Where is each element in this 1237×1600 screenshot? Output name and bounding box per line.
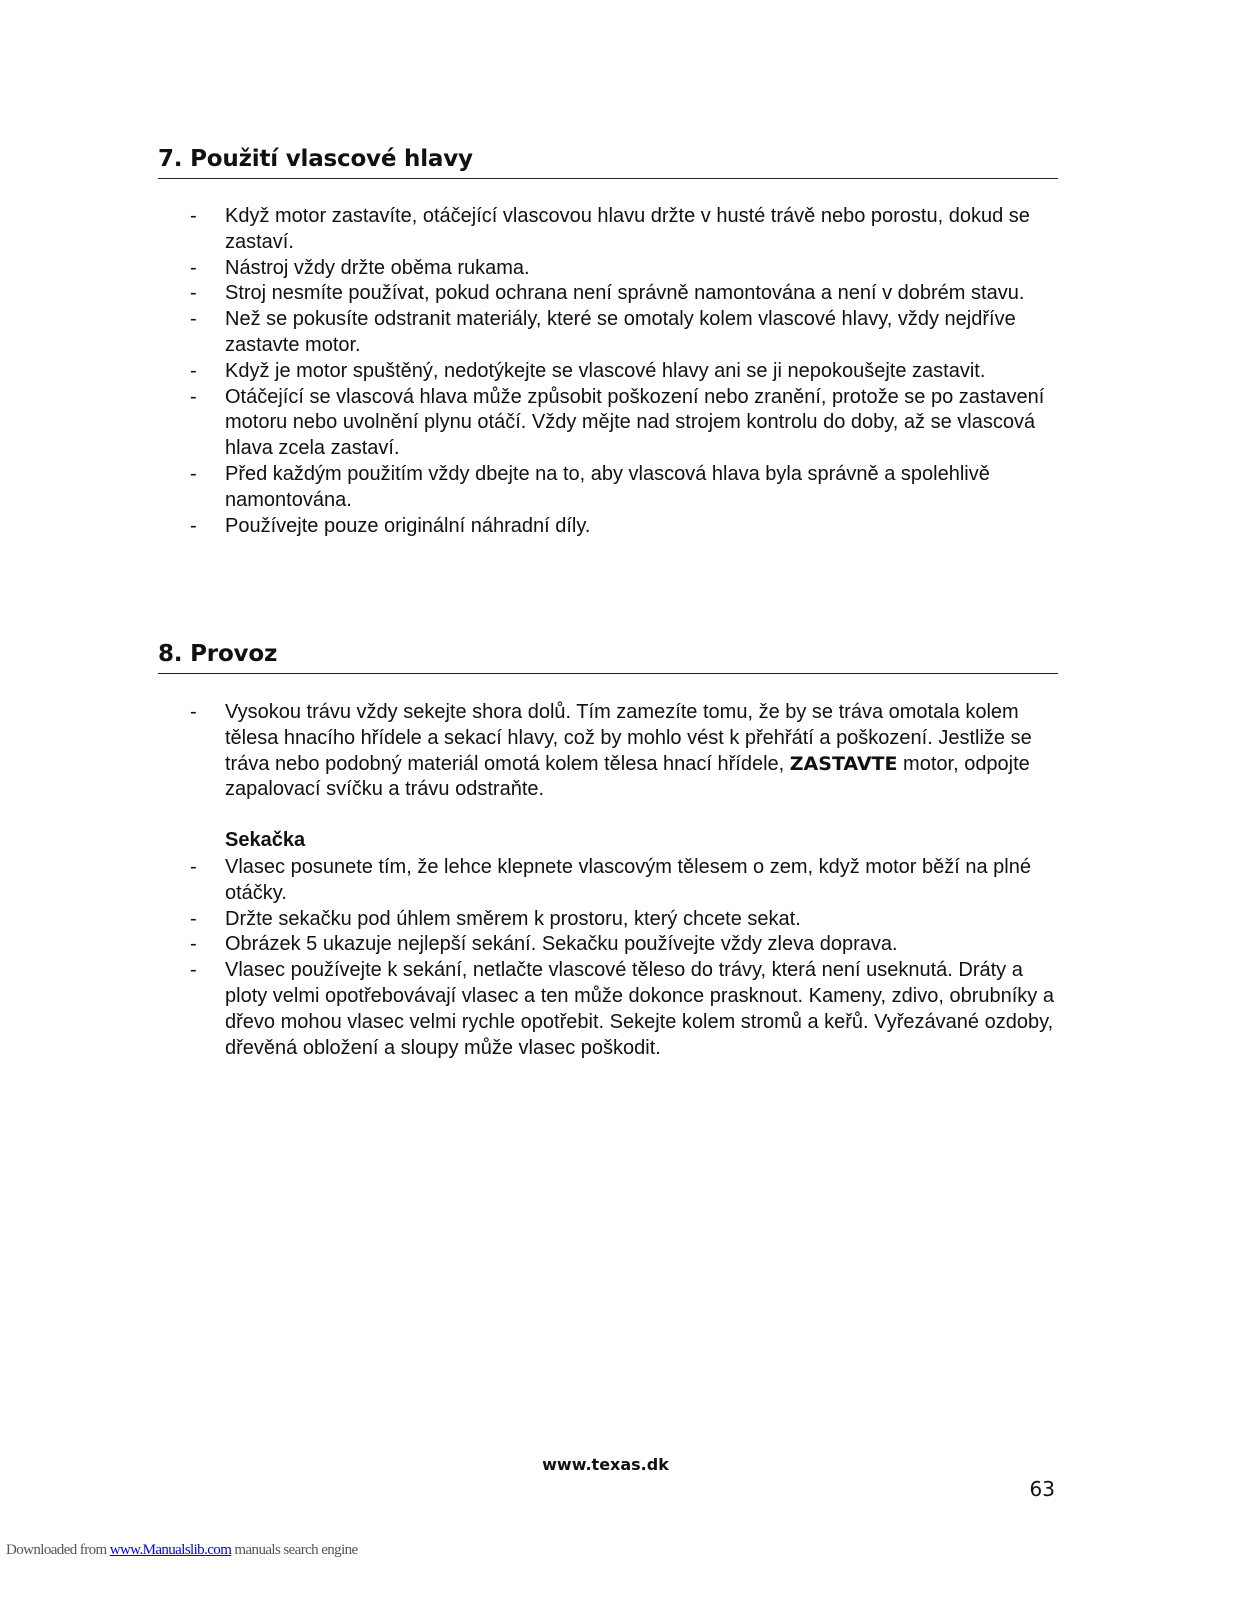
list-item: [190, 932, 1070, 958]
list-item: [190, 700, 1070, 803]
list-item: [190, 385, 1070, 462]
bullet-dash: -: [190, 256, 197, 279]
list-item-text: Než se pokusíte odstranit materiály, které se omotaly kolem vlascové hlavy, vždy nejdříve zastavte motor.: [225, 308, 1016, 356]
section-8-intro-list: [190, 700, 1070, 803]
list-item-text: Před každým použitím vždy dbejte na to, aby vlascová hlava byla správně a spolehlivě namontována.: [225, 462, 990, 511]
list-item: [190, 958, 1070, 1061]
list-item: [190, 359, 1070, 385]
list-item-text: Stroj nesmíte používat, pokud ochrana není správně namontována a není v dobrém stavu.: [225, 282, 1025, 305]
bullet-dash: -: [190, 385, 197, 408]
bullet-dash: -: [190, 359, 197, 382]
download-note: [6, 1542, 358, 1559]
download-suffix: manuals search engine: [231, 1542, 358, 1558]
list-item-text: Když motor zastavíte, otáčející vlascovou hlavu držte v husté trávě nebo porostu, dokud se zastaví.: [225, 205, 1030, 253]
section-7-list: [190, 204, 1070, 539]
footer-website: www.texas.dk: [542, 1455, 669, 1474]
bullet-dash: -: [190, 205, 197, 227]
list-item-text: Nástroj vždy držte oběma rukama.: [225, 256, 530, 279]
download-prefix: Downloaded from: [6, 1542, 110, 1558]
list-item: [190, 514, 1070, 540]
page-number: 63: [1029, 1477, 1055, 1501]
bullet-dash: -: [190, 308, 197, 331]
list-item-text: Používejte pouze originální náhradní díly.: [225, 514, 591, 537]
list-item-text: Vlasec používejte k sekání, netlačte vlascové těleso do trávy, která není useknutá. Dráty a ploty velmi opotřebovávají vlasec a ten může dokonce prasknout. Kameny, zdivo, obrubníky a dřevo mohou vlasec velmi rychle opotřebit. Sekejte kolem stromů a keřů. Vyřezávané ozdoby, dřevěná obložení a sloupy může vlasec poškodit.: [225, 959, 1054, 1059]
list-item: [190, 907, 1070, 933]
intro-text-before: Vysokou trávu vždy sekejte shora dolů. Tím zamezíte tomu, že by se tráva omotala kolem tělesa hnacího hřídele a sekací hlavy, což by mohlo vést k přehřátí a poškození. Jestliže se tráva nebo podobný materiál omotá kolem tělesa hnací hřídele,: [225, 701, 1032, 775]
bullet-dash: -: [190, 701, 197, 723]
section-8-heading: 8. Provoz: [158, 641, 1058, 674]
section-7-heading: 7. Použití vlascové hlavy: [158, 146, 1058, 179]
list-item-text: Otáčející se vlascová hlava může způsobit poškození nebo zranění, protože se po zastavení motoru nebo uvolnění plynu otáčí. Vždy mějte nad strojem kontrolu do doby, až se vlascová hlava zcela zastaví.: [225, 385, 1045, 460]
manualslib-link[interactable]: www.Manualslib.com: [109, 1542, 232, 1558]
intro-text-after: motor, odpojte zapalovací svíčku a trávu odstraňte.: [225, 752, 1030, 801]
list-item: [190, 855, 1070, 907]
intro-strong-word: ZASTAVTE: [789, 752, 898, 775]
list-item-text: Obrázek 5 ukazuje nejlepší sekání. Sekačku používejte vždy zleva doprava.: [225, 933, 898, 956]
bullet-dash: -: [190, 514, 197, 537]
bullet-dash: -: [190, 462, 197, 485]
list-item: [190, 204, 1070, 256]
bullet-dash: -: [190, 856, 197, 878]
bullet-dash: -: [190, 282, 197, 305]
list-item: [190, 281, 1070, 307]
subheading-sekacka: Sekačka: [225, 829, 306, 851]
bullet-dash: -: [190, 907, 197, 930]
list-item: [190, 462, 1070, 514]
bullet-dash: -: [190, 959, 197, 982]
list-item-text: Vlasec posunete tím, že lehce klepnete vlascovým tělesem o zem, když motor běží na plné otáčky.: [225, 856, 1031, 904]
list-item-text: Když je motor spuštěný, nedotýkejte se vlascové hlavy ani se ji nepokoušejte zastavit.: [225, 359, 986, 382]
section-8-list: [190, 855, 1070, 1061]
list-item: [190, 307, 1070, 359]
list-item-text: Držte sekačku pod úhlem směrem k prostoru, který chcete sekat.: [225, 907, 801, 930]
bullet-dash: -: [190, 933, 197, 956]
list-item: [190, 256, 1070, 282]
